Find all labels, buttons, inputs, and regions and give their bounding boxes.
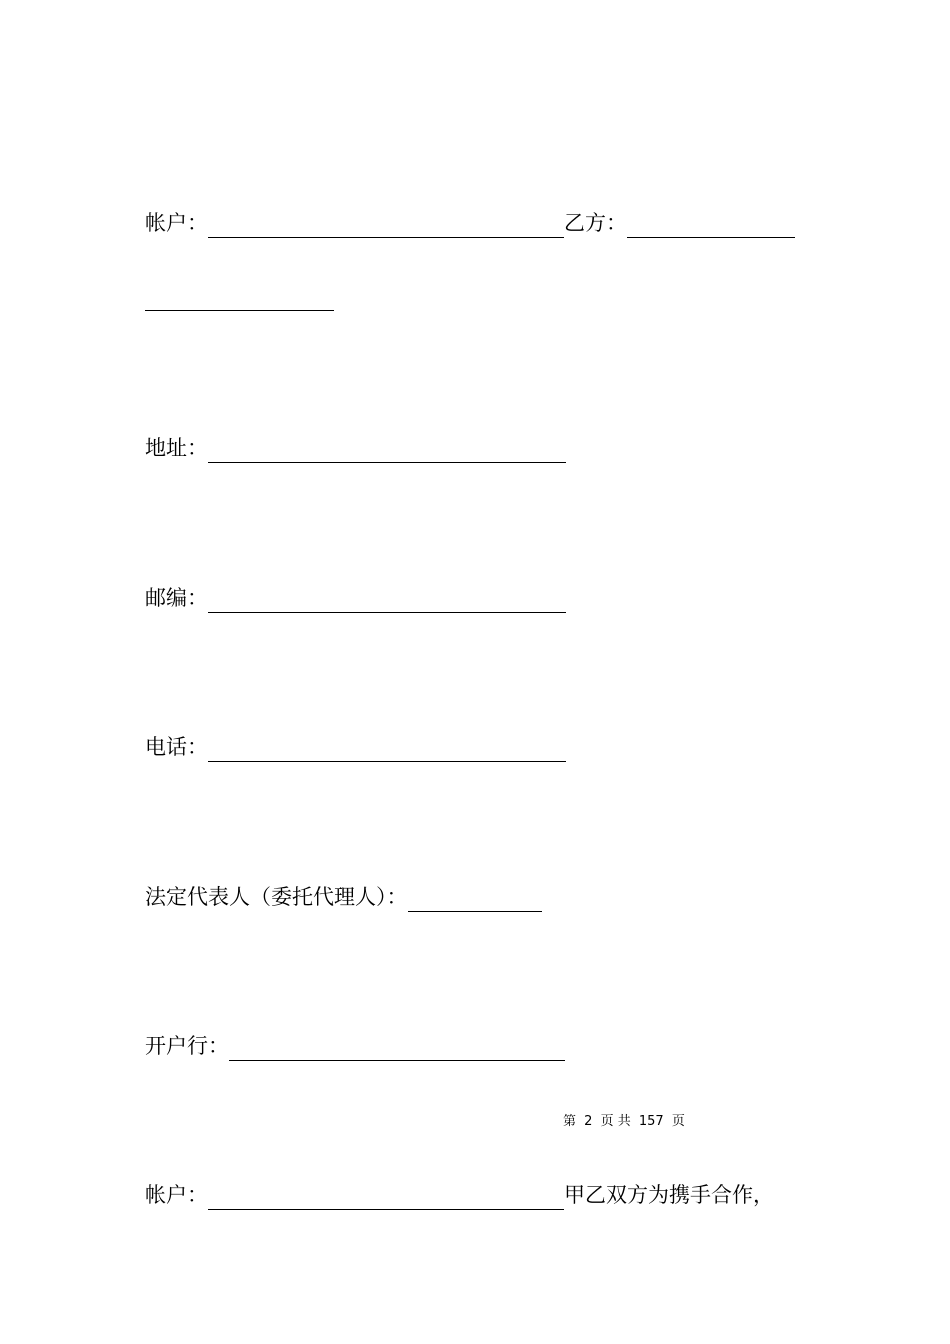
account-blank — [208, 215, 564, 238]
party-b-label: 乙方： — [564, 211, 627, 235]
account-label: 帐户： — [145, 211, 208, 235]
account-line-1 — [145, 208, 795, 238]
phone-line — [145, 732, 566, 762]
legal-rep-label: 法定代表人（委托代理人）： — [145, 885, 408, 909]
account-blank-2 — [208, 1187, 564, 1210]
address-blank — [208, 440, 566, 463]
address-line — [145, 433, 566, 463]
address-label: 地址： — [145, 436, 208, 460]
postcode-line — [145, 583, 566, 613]
bank-line — [145, 1031, 565, 1061]
cooperation-text: 甲乙双方为携手合作， — [564, 1183, 774, 1207]
phone-label: 电话： — [145, 735, 208, 759]
legal-rep-line — [145, 882, 542, 912]
footer-total-pages: 157 — [638, 1114, 664, 1129]
party-b-blank-continued — [145, 288, 334, 311]
phone-blank — [208, 739, 566, 762]
footer-suffix: 页 — [671, 1114, 685, 1129]
postcode-label: 邮编： — [145, 586, 208, 610]
footer-middle: 页 共 — [600, 1114, 631, 1129]
bank-blank — [229, 1038, 565, 1061]
party-b-blank — [627, 215, 795, 238]
bank-label: 开户行： — [145, 1034, 229, 1058]
footer-current-page: 2 — [584, 1114, 593, 1129]
legal-rep-blank — [408, 889, 542, 912]
page-footer — [563, 1112, 689, 1132]
postcode-blank — [208, 590, 566, 613]
account-line-2 — [145, 1180, 774, 1210]
account-label-2: 帐户： — [145, 1183, 208, 1207]
footer-prefix: 第 — [563, 1114, 577, 1129]
